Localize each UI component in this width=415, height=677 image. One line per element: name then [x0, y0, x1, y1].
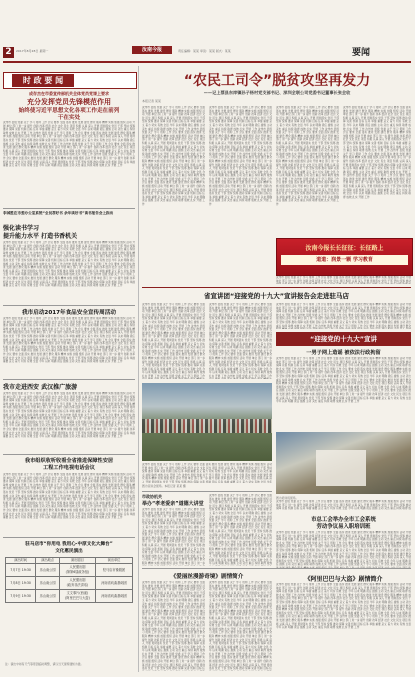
divider: [3, 454, 135, 455]
a3-body: [3, 317, 135, 377]
table-cell: 乐山南公园: [36, 590, 60, 603]
a7-title: 一男子网上造谣 被依法行政拘留: [306, 350, 381, 356]
a6-caption: 图为宣讲会现场。本报记者 某某 摄: [142, 484, 186, 488]
divider: [3, 537, 135, 538]
a5-body: [3, 473, 135, 535]
a6-body-col2: [209, 303, 272, 379]
lead-body-col4: [343, 106, 411, 236]
lead-body-col1: [142, 106, 205, 284]
a1-title-3: 干在实处: [57, 115, 81, 121]
schedule-title-1: 驻马店市“你用电 我用心·中原文化大舞台”: [25, 542, 113, 547]
table-header-cell: 演出地点: [36, 558, 60, 564]
lead-title: “农民工司令”脱贫攻坚再发力: [183, 73, 371, 89]
table-cell: 人民邀出剧 (第第6届政务组): [59, 564, 95, 577]
cctv-ad-line-1: 汝南今报长长征征：长征路上: [305, 245, 384, 252]
cctv-ad-line-2: 道道：润景一颗 学习教育: [281, 255, 408, 265]
schedule-title-2: 文化惠民演出: [55, 549, 83, 554]
divider: [142, 568, 411, 569]
table-header-cell: 演出时间: [6, 558, 36, 564]
a8-title: 举办“孝老爱亲”道德大讲堂: [142, 501, 204, 507]
cctv-ad-banner: [276, 238, 413, 276]
a6-body-col1: [142, 303, 205, 379]
table-row: [6, 590, 133, 603]
a3-title: 我市启动2017年食品安全宣传周活动: [22, 310, 116, 316]
table-cell: 乐山南公园: [36, 577, 60, 590]
table-cell: 7月9日 19:30: [6, 590, 36, 603]
lead-body-col2: [209, 106, 272, 284]
a2-title-1: 强化读书学习: [3, 225, 40, 232]
a1-title-2: 始终使习近平思想文化各项工作走在前列: [18, 108, 120, 114]
table-cell: 河南省戏曲基础团: [95, 590, 132, 603]
section-title: 要闻: [352, 48, 371, 58]
table-cell: 人民邀出剧 (政务非法讲话): [59, 577, 95, 590]
a8-body-col1: [142, 508, 205, 566]
lecture-banner: [276, 332, 411, 346]
a4-body: [3, 392, 135, 452]
a1-kicker: 成存杰在市委宣传部机关全体党员党课上要求: [29, 91, 109, 96]
divider: [142, 491, 272, 492]
a6-title: 省宣讲团“迎接党的十九大”宣讲报告会走进驻马店: [203, 292, 350, 300]
table-cell: 乐山南公园: [36, 564, 60, 577]
table-row: [6, 577, 133, 590]
masthead-logo: 汝南今报: [132, 46, 172, 54]
a9-title-1: 市总工会举办全市工会系统: [311, 517, 376, 523]
divider: [3, 379, 135, 380]
news-banner-label: 时 政 要 闻: [12, 74, 74, 87]
divider: [3, 305, 135, 306]
header-date: 2017年8月28日 星期一: [16, 49, 49, 53]
a11-title: 《阿里巴巴与大盗》剧情简介: [304, 576, 383, 583]
lead-body-col3: [276, 106, 339, 236]
divider: [3, 208, 135, 209]
a2-title-2: 提升能力水平 打造书香机关: [3, 233, 78, 240]
table-header-cell: 演出剧目: [59, 558, 95, 564]
column-divider: [138, 66, 139, 672]
table-header-cell: 演出单位: [95, 558, 132, 564]
a8-kicker: 市政协机关: [142, 494, 162, 499]
a1-body: [3, 121, 135, 205]
a2-kicker: 李国胜在市委办公室系统“全员荐好书 余年读好书”读书报告会上指出: [3, 211, 114, 215]
a5-title-2: 工程工作电视电话会议: [43, 465, 95, 471]
table-cell: 河南省戏曲基础团: [95, 577, 132, 590]
a6-body-col3: [276, 303, 411, 329]
schedule-table: [5, 557, 133, 603]
a10-body-col1: [142, 581, 205, 671]
a9-caption-text: [276, 500, 411, 510]
table-cell: 7月7日 19:30: [6, 564, 36, 577]
lead-subtitle: ——记上蔡县东岸镇孙子杨村党支部书记、深圳全联公司党委书记董事长张全收: [203, 90, 351, 95]
a10-title: 《爱丽丝漫游奇境》剧情简介: [170, 574, 244, 580]
header-editor-line: 责任编辑：某某 审读：某某 版式：某某: [178, 49, 231, 53]
a4-title: 我市走进西安 武汉推广旅游: [3, 384, 78, 391]
training-photo: [276, 432, 411, 494]
news-banner: [3, 72, 137, 89]
lecture-photo: [142, 383, 272, 461]
lead-byline: 本报记者 某某: [142, 99, 161, 103]
lead-body-tail: [276, 276, 411, 284]
schedule-footnote: 注：演出中如有天气等原因临时调整，请以当天现场通知为准。: [5, 662, 84, 666]
header-rule: [3, 61, 411, 63]
a11-body: [276, 583, 411, 671]
a9-caption: 图为培训班现场。: [276, 496, 299, 500]
a9-body: [276, 531, 411, 569]
a5-title-1: 我市组织收听收看全省推进保障性安居: [24, 458, 114, 464]
table-row: [6, 564, 133, 577]
lecture-banner-label: “迎接党的十九大”宣讲: [309, 335, 378, 343]
page-number: 2: [3, 47, 14, 58]
table-cell: 文文事片(西遥) (阿里巴巴与大盗): [59, 590, 95, 603]
table-cell: 驻马店市豫剧团: [95, 564, 132, 577]
a8-body-col2: [209, 494, 272, 566]
divider: [142, 287, 411, 288]
a2-body: [3, 241, 135, 303]
a6-caption-text: [142, 463, 272, 483]
a9-title-2: 劳动争议易入职培训班: [316, 524, 371, 530]
a10-body-col2: [209, 581, 272, 671]
a7-body: [276, 357, 411, 429]
a1-title-1: 充分发挥党员先锋模范作用: [27, 98, 111, 106]
table-cell: 7月8日 19:30: [6, 577, 36, 590]
